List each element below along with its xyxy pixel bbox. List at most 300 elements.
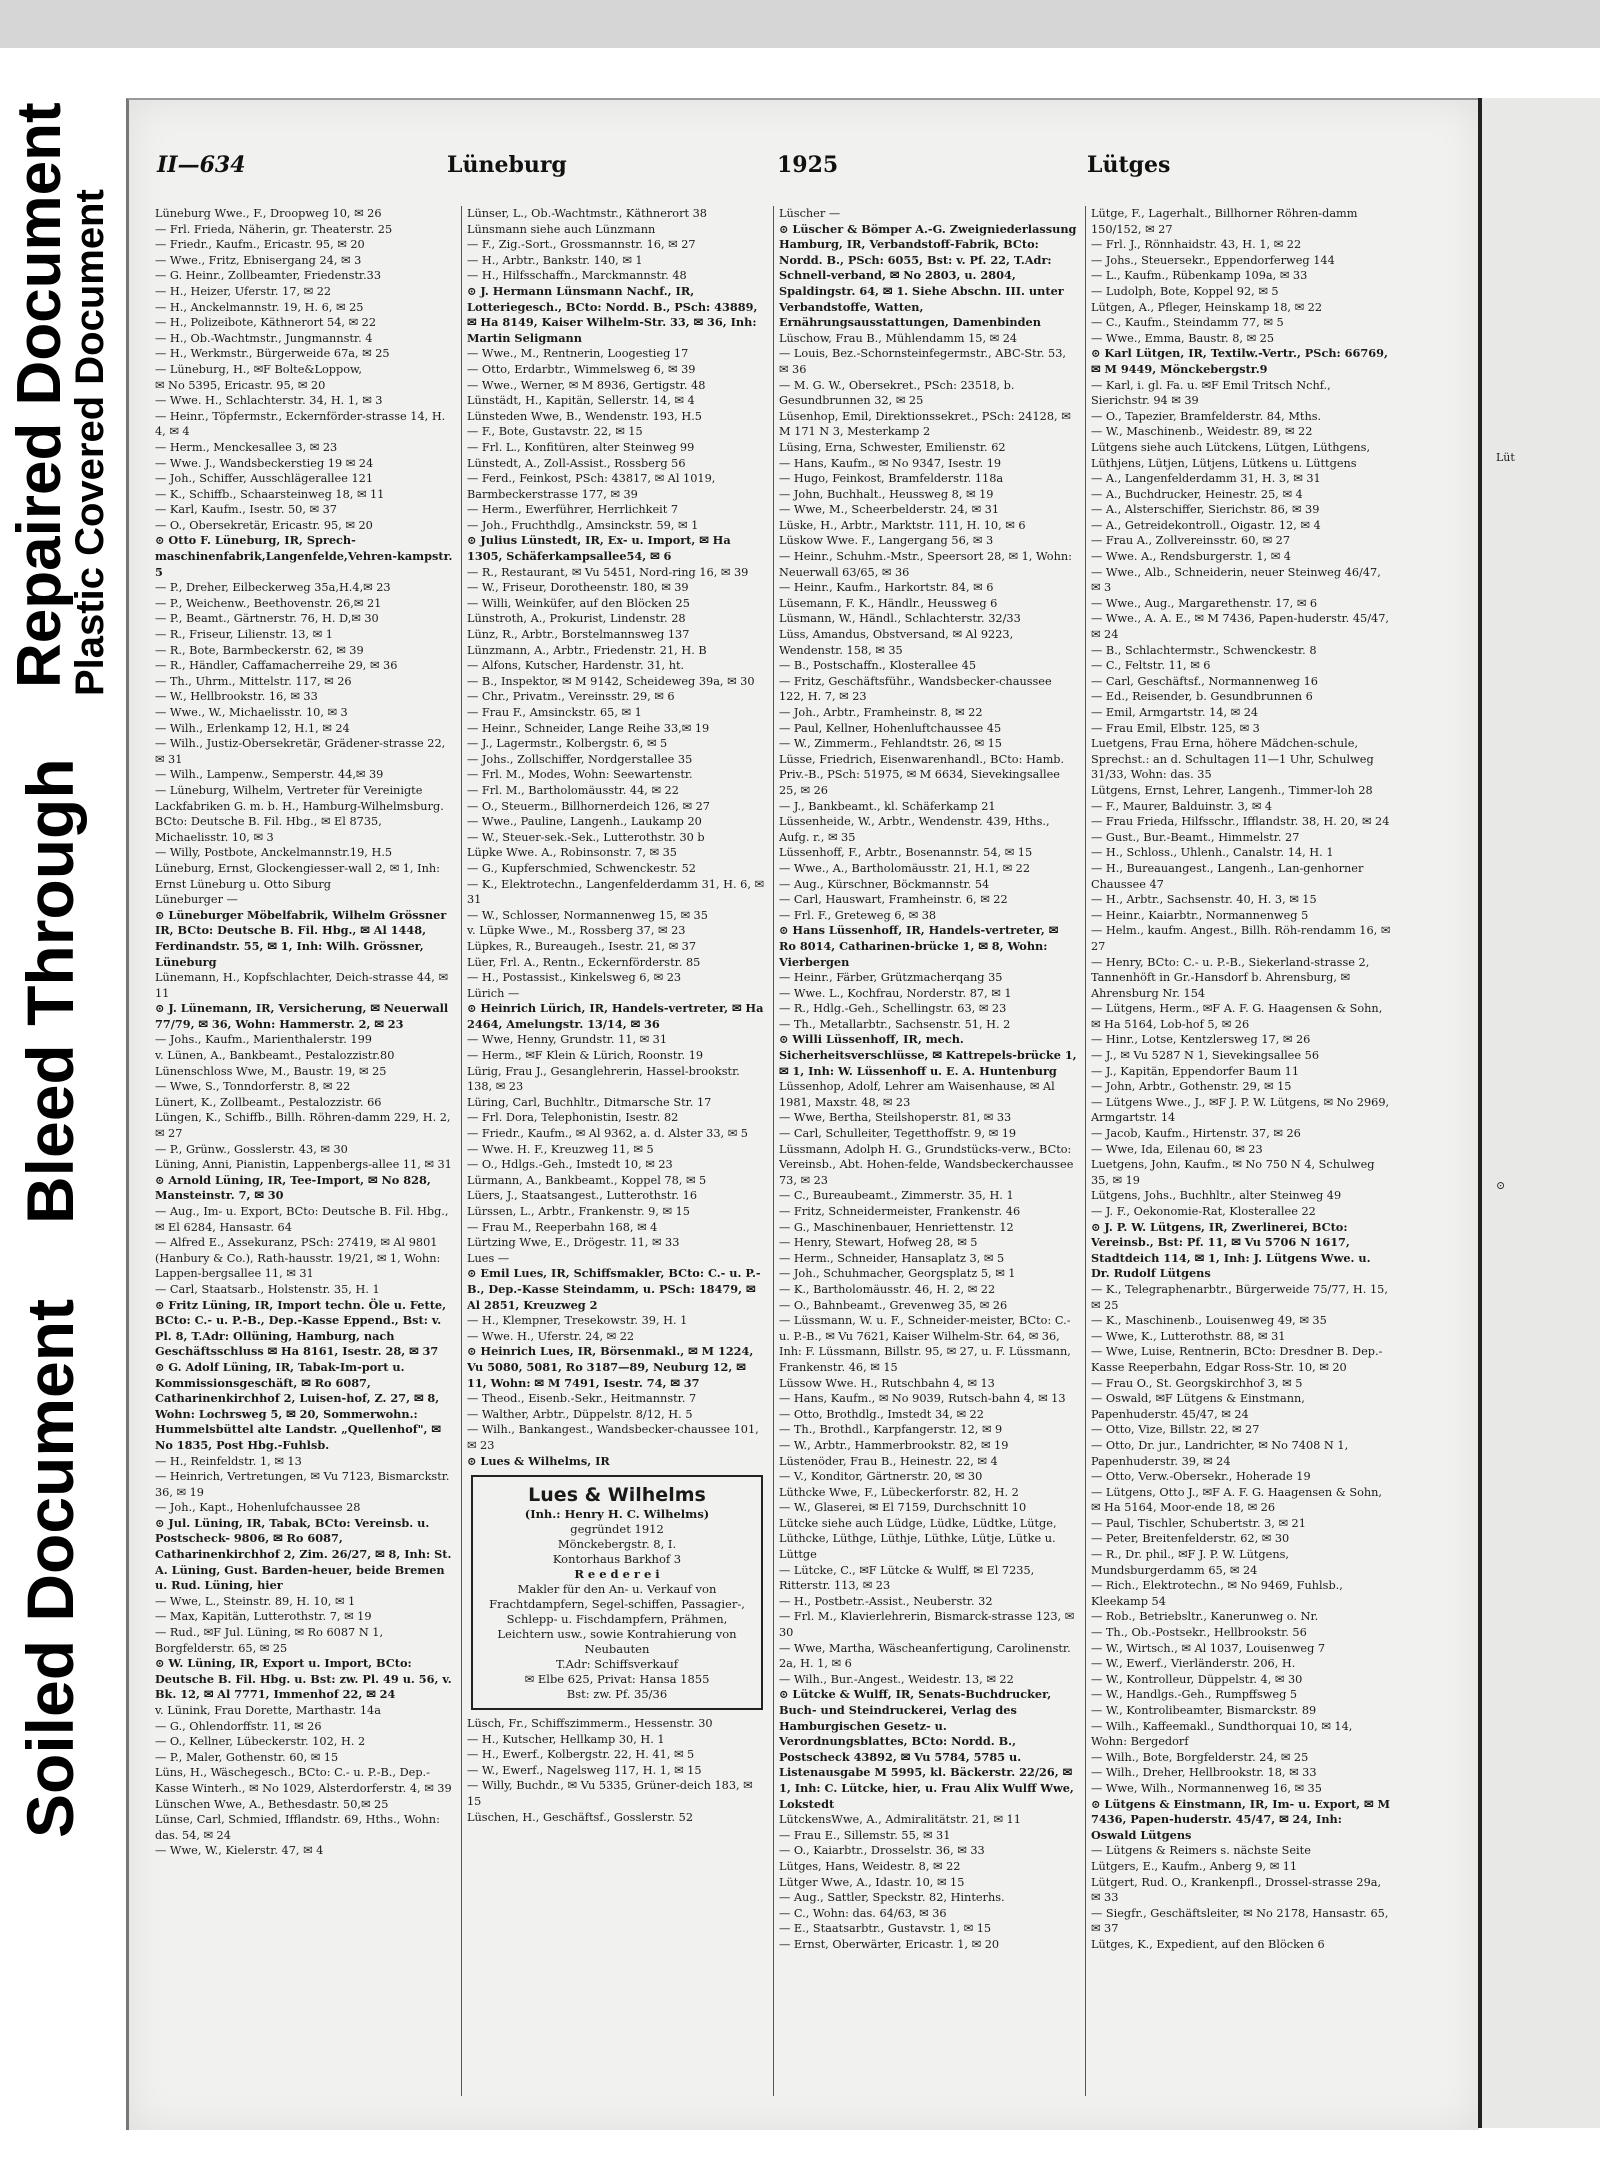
ad-bst: Bst: zw. Pf. 35/36 <box>566 1687 668 1702</box>
directory-entry: — Rich., Elektrotechn., ✉ No 9469, Fuhlsb., Kleekamp 54 <box>1091 1579 1343 1608</box>
label-repaired: Repaired Document <box>5 102 74 688</box>
directory-entry: Lürmann, A., Bankbeamt., Koppel 78, ✉ 5 <box>467 1173 707 1187</box>
directory-entry: — A., Getreidekontroll., Oigastr. 12, ✉ 4 <box>1091 518 1321 532</box>
column-divider <box>1085 206 1086 2096</box>
directory-entry: — Wwe, Wilh., Normannenweg 16, ✉ 35 <box>1091 1781 1322 1795</box>
directory-entry: — Heinr., Kaiarbtr., Normannenweg 5 <box>1091 908 1309 922</box>
directory-entry: — Alfred E., Assekuranz, PSch: 27419, ✉ Al 9801 (Hanbury & Co.), Rath-hausstr. 19/21, ✉ 1, Wohn: Lappen-bergsallee 11, ✉ 31 <box>155 1236 441 1281</box>
directory-entry: — Karl, i. gl. Fa. u. ✉F Emil Tritsch Nchf., Sierichstr. 94 ✉ 39 <box>1091 378 1331 408</box>
directory-entry: — John, Buchhalt., Heussweg 8, ✉ 19 <box>779 487 994 501</box>
directory-entry: — Wwe, L., Steinstr. 89, H. 10, ✉ 1 <box>155 1594 356 1608</box>
directory-entry: — Otto, Brothdlg., Imstedt 34, ✉ 22 <box>779 1407 984 1421</box>
directory-entry: — K., Schiffb., Schaarsteinweg 18, ✉ 11 <box>155 487 385 501</box>
directory-entry: — Fritz, Schneidermeister, Frankenstr. 46 <box>779 1205 1021 1218</box>
directory-entry: Lüsch, Fr., Schiffszimmerm., Hessenstr. 30 <box>467 1717 713 1731</box>
directory-entry: — Lütgens, Herm., ✉F A. F. G. Haagensen & Sohn, ✉ Ha 5164, Lob-hof 5, ✉ 26 <box>1091 1002 1383 1031</box>
directory-entry: — W., Kontrolleur, Düppelstr. 4, ✉ 30 <box>1091 1672 1303 1686</box>
directory-entry: — G., Maschinenbauer, Henriettenstr. 12 <box>779 1220 1014 1234</box>
directory-entry: Lüstenöder, Frau B., Heinestr. 22, ✉ 4 <box>779 1454 998 1468</box>
directory-entry: v. Lüpke Wwe., M., Rossberg 37, ✉ 23 <box>467 924 686 938</box>
directory-entry: ⊙ J. Lünemann, IR, Versicherung, ✉ Neuerwall 77/79, ✉ 36, Wohn: Hammerstr. 2, ✉ 23 <box>155 1001 449 1031</box>
directory-entry: — M. G. W., Obersekret., PSch: 23518, b. Gesundbrunnen 32, ✉ 25 <box>779 378 1015 408</box>
directory-entry: — Wwe. L., Kochfrau, Norderstr. 87, ✉ 1 <box>779 986 1012 1000</box>
directory-entry: — Wwe. A., Rendsburgerstr. 1, ✉ 4 <box>1091 550 1291 564</box>
directory-entry: — G., Kupferschmied, Schwenckestr. 52 <box>467 861 696 875</box>
directory-entry: — Wwe. H. F., Kreuzweg 11, ✉ 5 <box>467 1142 654 1156</box>
directory-entry: Lüss, Amandus, Obstversand, ✉ Al 9223, Wendenstr. 158, ✉ 35 <box>779 628 1014 657</box>
directory-page <box>126 98 1479 2130</box>
directory-entry: — Rud., ✉F Jul. Lüning, ✉ Ro 6087 N 1, Borgfelderstr. 65, ✉ 25 <box>155 1626 384 1655</box>
directory-entry: — Lütcke, C., ✉F Lütcke & Wulff, ✉ El 7235, Ritterstr. 113, ✉ 23 <box>779 1563 1035 1593</box>
ad-telegram: T.Adr: Schiffsverkauf <box>555 1657 679 1672</box>
directory-entry: — O., Steuerm., Billhornerdeich 126, ✉ 27 <box>467 799 710 813</box>
ad-address: Kontorhaus Barkhof 3 <box>552 1552 682 1567</box>
directory-entry: — Herm., Ewerführer, Herrlichkeit 7 <box>467 503 679 517</box>
directory-entry: — Paul, Kellner, Hohenluftchaussee 45 <box>779 721 1002 735</box>
directory-entry: — Wwe., W., Michaelisstr. 10, ✉ 3 <box>155 706 348 719</box>
directory-entry: — Ludolph, Bote, Koppel 92, ✉ 5 <box>1091 284 1279 298</box>
directory-entry: v. Lünink, Frau Dorette, Marthastr. 14a <box>155 1704 381 1717</box>
directory-entry: Lüngen, K., Schiffb., Billh. Röhren-damm 229, H. 2, ✉ 27 <box>155 1111 451 1141</box>
directory-entry: — Hans, Kaufm., ✉ No 9039, Rutsch-bahn 4, ✉ 13 <box>779 1392 1066 1406</box>
directory-entry: — R., Dr. phil., ✉F J. P. W. Lütgens, Mundsburgerdamm 65, ✉ 24 <box>1091 1548 1290 1577</box>
directory-column-1 <box>155 206 455 2096</box>
directory-entry: — H., Ob.-Wachtmstr., Jungmannstr. 4 <box>155 331 373 345</box>
directory-entry: — Wwe, Luise, Rentnerin, BCto: Dresdner B. Dep.-Kasse Reeperbahn, Edgar Ross-Str. 10, ✉ 20 <box>1091 1345 1383 1374</box>
directory-entry: — Herm., Menckesallee 3, ✉ 23 <box>155 440 338 454</box>
directory-entry: — H., Arbtr., Bankstr. 140, ✉ 1 <box>467 253 643 267</box>
directory-entry: — H., Postbetr.-Assist., Neuberstr. 32 <box>779 1594 993 1608</box>
directory-entry: — Oswald, ✉F Lütgens & Einstmann, Papenhuderstr. 45/47, ✉ 24 <box>1091 1392 1305 1421</box>
directory-entry: ⊙ Jul. Lüning, IR, Tabak, BCto: Vereinsb. u. Postscheck- 9806, ✉ Ro 6087, Catharinenkirchhof 2, Zim. 26/27, ✉ 8, Inh: St. A. Lüning, Gust. Barden-heuer, beide Bremen u. Rud. Lüning, hier <box>155 1515 452 1593</box>
directory-entry: — P., Grünw., Gosslerstr. 43, ✉ 30 <box>155 1142 348 1156</box>
directory-entry: — Rob., Betriebsltr., Kanerunweg o. Nr. <box>1091 1610 1319 1624</box>
directory-entry: — Johs., Zollschiffer, Nordgerstallee 35 <box>467 752 693 766</box>
directory-entry: Lünz, R., Arbtr., Borstelmannsweg 137 <box>467 628 690 642</box>
directory-entry: — K., Bartholomäusstr. 46, H. 2, ✉ 22 <box>779 1282 996 1296</box>
directory-entry: — Wwe. J., Wandsbeckerstieg 19 ✉ 24 <box>155 456 374 470</box>
ad-founded: gegründet 1912 <box>570 1522 664 1537</box>
directory-entry: — K., Elektrotechn., Langenfelderdamm 31, H. 6, ✉ 31 <box>467 877 765 907</box>
directory-entry: Lütgens, Ernst, Lehrer, Langenh., Timmer-loh 28 <box>1091 783 1373 797</box>
directory-entry: Lüsemann, F. K., Händlr., Heussweg 6 <box>779 596 998 610</box>
directory-entry: Lünser, L., Ob.-Wachtmstr., Käthnerort 38 <box>467 207 707 220</box>
directory-entry: Lüns, H., Wäschegesch., BCto: C.- u. P.-B., Dep.-Kasse Winterh., ✉ No 1029, Alsterdorferstr. 4, ✉ 39 <box>155 1766 452 1795</box>
directory-entry: — H., Heizer, Uferstr. 17, ✉ 22 <box>155 284 332 298</box>
directory-entry: — Louis, Bez.-Schornsteinfegermstr., ABC-Str. 53, ✉ 36 <box>779 347 1067 376</box>
directory-entry: — W., Ewerf., Vierländerstr. 206, H. <box>1091 1657 1296 1671</box>
directory-entry: — Lütgens Wwe., J., ✉F J. P. W. Lütgens, ✉ No 2969, Armgartstr. 14 <box>1091 1095 1390 1125</box>
directory-entry: ⊙ Emil Lues, IR, Schiffsmakler, BCto: C.- u. P.-B., Dep.-Kasse Steindamm, u. PSch: 18479, ✉ Al 2851, Kreuzweg 2 <box>467 1266 761 1312</box>
directory-entry: — Aug., Sattler, Speckstr. 82, Hinterhs. <box>779 1891 1005 1905</box>
directory-entry: — Aug., Im- u. Export, BCto: Deutsche B. Fil. Hbg., ✉ El 6284, Hansastr. 64 <box>155 1205 449 1234</box>
directory-entry: — F., Maurer, Balduinstr. 3, ✉ 4 <box>1091 799 1273 813</box>
directory-entry: — Carl, Hauswart, Framheinstr. 6, ✉ 22 <box>779 893 1008 907</box>
directory-entry: Lütgens, Johs., Buchhltr., alter Steinweg 49 <box>1091 1189 1342 1203</box>
directory-entry: ⊙ Hans Lüssenhoff, IR, Handels-vertreter, ✉ Ro 8014, Catharinen-brücke 1, ✉ 8, Wohn: Vierbergen <box>779 923 1059 969</box>
directory-entry: — R., Hdlg.-Geh., Schellingstr. 63, ✉ 23 <box>779 1002 1007 1016</box>
directory-entry: — Th., Metallarbtr., Sachsenstr. 51, H. 2 <box>779 1017 1011 1031</box>
directory-entry: — Frl. M., Modes, Wohn: Seewartenstr. <box>467 768 693 782</box>
directory-entry: — F., Zig.-Sort., Grossmannstr. 16, ✉ 27 <box>467 238 696 252</box>
directory-entry: — Hans, Kaufm., ✉ No 9347, Isestr. 19 <box>779 456 1002 470</box>
directory-entry: — John, Arbtr., Gothenstr. 29, ✉ 15 <box>1091 1080 1292 1094</box>
directory-entry: Lünsmann siehe auch Lünzmann <box>467 222 656 236</box>
ad-owner: (Inh.: Henry H. C. Wilhelms) <box>524 1507 710 1522</box>
directory-entry: — W., Handlgs.-Geh., Rumpffsweg 5 <box>1091 1688 1298 1702</box>
directory-entry: — A., Buchdrucker, Heinestr. 25, ✉ 4 <box>1091 487 1303 501</box>
directory-entry: Lütgers, E., Kaufm., Anberg 9, ✉ 11 <box>1091 1859 1298 1873</box>
directory-entry: — Th., Brothdl., Karpfangerstr. 12, ✉ 9 <box>779 1423 1003 1437</box>
directory-entry: — Henry, BCto: C.- u. P.-B., Siekerland-strasse 2, Tannenhöft in Gr.-Hansdorf b. Ahrensburg, ✉ Ahrensburg Nr. 154 <box>1091 955 1370 1000</box>
directory-entry: — Joh., Schuhmacher, Georgsplatz 5, ✉ 1 <box>779 1267 1016 1281</box>
directory-entry: — Friedr., Kaufm., ✉ Al 9362, a. d. Alster 33, ✉ 5 <box>467 1127 748 1141</box>
directory-entry: Lüsmann, W., Händl., Schlachterstr. 32/33 <box>779 612 1021 626</box>
directory-entry: — Wwe, S., Tonndorferstr. 8, ✉ 22 <box>155 1080 351 1094</box>
directory-entry: — W., Kontrolibeamter, Bismarckstr. 89 <box>1091 1704 1317 1717</box>
directory-entry: — J. F., Oekonomie-Rat, Klosterallee 22 <box>1091 1205 1316 1218</box>
directory-entry: — Wilh., Bankangest., Wandsbecker-chaussee 101, ✉ 23 <box>467 1423 759 1452</box>
directory-entry: — P., Dreher, Eilbeckerweg 35a,H.4,✉ 23 <box>155 581 391 595</box>
directory-entry: — A., Alsterschiffer, Sierichstr. 86, ✉ 39 <box>1091 503 1320 517</box>
directory-entry: Lüning, Anni, Pianistin, Lappenbergs-allee 11, ✉ 31 <box>155 1158 452 1172</box>
directory-entry: — Gust., Bur.-Beamt., Himmelstr. 27 <box>1091 830 1300 844</box>
directory-entry: Lünemann, H., Kopfschlachter, Deich-strasse 44, ✉ 11 <box>155 971 448 1000</box>
directory-entry: — Joh., Fruchthdlg., Amsinckstr. 59, ✉ 1 <box>467 518 699 532</box>
directory-entry: Lütges, K., Expedient, auf den Blöcken 6 <box>1091 1937 1325 1951</box>
directory-entry: — H., Werkmstr., Bürgerweide 67a, ✉ 25 <box>155 347 390 361</box>
directory-entry: — W., Friseur, Dorotheenstr. 180, ✉ 39 <box>467 581 689 595</box>
directory-entry: — Wilh., Bote, Borgfelderstr. 24, ✉ 25 <box>1091 1750 1309 1764</box>
directory-entry: — H., Schloss., Uhlenh., Canalstr. 14, H. 1 <box>1091 846 1334 860</box>
directory-entry: Lünse, Carl, Schmied, Ifflandstr. 69, Hths., Wohn: das. 54, ✉ 24 <box>155 1813 440 1842</box>
directory-entry: — R., Bote, Barmbeckerstr. 62, ✉ 39 <box>155 643 364 657</box>
directory-entry: — Otto, Vize, Billstr. 22, ✉ 27 <box>1091 1423 1260 1437</box>
directory-entry: — Frl. M., Klavierlehrerin, Bismarck-strasse 123, ✉ 30 <box>779 1610 1075 1640</box>
directory-entry: Lüneburg, Ernst, Glockengiesser-wall 2, ✉ 1, Inh: Ernst Lüneburg u. Otto Siburg <box>155 861 440 891</box>
directory-entry: Lürtzing Wwe, E., Drögestr. 11, ✉ 33 <box>467 1236 680 1250</box>
directory-entry: Lüsing, Erna, Schwester, Emilienstr. 62 <box>779 440 1006 454</box>
directory-entry: — H., Reinfeldstr. 1, ✉ 13 <box>155 1454 302 1468</box>
directory-entry: — Peter, Breitenfelderstr. 62, ✉ 30 <box>1091 1532 1290 1546</box>
directory-entry: — C., Wohn: das. 64/63, ✉ 36 <box>779 1906 947 1920</box>
directory-entry: Lues — <box>467 1251 510 1265</box>
directory-entry: — Wilh., Lampenw., Semperstr. 44,✉ 39 <box>155 768 384 782</box>
directory-entry: — G., Ohlendorffstr. 11, ✉ 26 <box>155 1719 322 1733</box>
directory-entry: Lüpkes, R., Bureaugeh., Isestr. 21, ✉ 37 <box>467 939 697 953</box>
directory-entry: — R., Friseur, Lilienstr. 13, ✉ 1 <box>155 628 333 642</box>
directory-entry: — Jacob, Kaufm., Hirtenstr. 37, ✉ 26 <box>1091 1127 1301 1141</box>
directory-entry: — R., Händler, Caffamacherreihe 29, ✉ 36 <box>155 659 398 673</box>
directory-entry: Lüpke Wwe. A., Robinsonstr. 7, ✉ 35 <box>467 846 677 860</box>
directory-entry: — H., Hilfsschaffn., Marckmannstr. 48 <box>467 269 687 283</box>
directory-entry: — J., Bankbeamt., kl. Schäferkamp 21 <box>779 799 996 813</box>
directory-entry: — Lüneburg, H., ✉F Bolte&Loppow, <box>155 362 362 376</box>
directory-entry: — L., Kaufm., Rübenkamp 109a, ✉ 33 <box>1091 269 1308 283</box>
directory-entry: — Wwe., M., Rentnerin, Loogestieg 17 <box>467 347 689 361</box>
directory-entry: — C., Feltstr. 11, ✉ 6 <box>1091 659 1211 673</box>
directory-entry: ⊙ Willi Lüssenhoff, IR, mech. Sicherheitsverschlüsse, ✉ Kattrepels-brücke 1, ✉ 1, Inh: W. Lüssenhoff u. E. A. Huntenburg <box>779 1032 1077 1078</box>
directory-entry: — B., Schlachtermstr., Schwenckestr. 8 <box>1091 643 1317 657</box>
directory-entry: Lüskow Wwe. F., Langergang 56, ✉ 3 <box>779 534 994 548</box>
directory-entry: — Alfons, Kutscher, Hardenstr. 31, ht. <box>467 659 685 673</box>
ad-heading: R e e d e r e i <box>574 1567 660 1582</box>
directory-entry: Lüthcke Wwe, F., Lübeckerforstr. 82, H. 2 <box>779 1485 1019 1499</box>
directory-entry: — P., Weichenw., Beethovenstr. 26,✉ 21 <box>155 596 382 610</box>
directory-entry: ✉ No 5395, Ericastr. 95, ✉ 20 <box>155 378 326 392</box>
directory-entry: — Herm., ✉F Klein & Lürich, Roonstr. 19 <box>467 1049 704 1063</box>
directory-entry: — Frau Frieda, Hilfsschr., Ifflandstr. 38, H. 20, ✉ 24 <box>1091 815 1390 829</box>
label-soiled: Soiled Document <box>13 1298 87 1838</box>
directory-entry: Lünstädt, H., Kapitän, Sellerstr. 14, ✉ 4 <box>467 394 695 408</box>
directory-entry: ⊙ Lüneburger Möbelfabrik, Wilhelm Grössner IR, BCto: Deutsche B. Fil. Hbg., ✉ Al 1448, Ferdinandstr. 55, ✉ 1, Inh: Wilh. Grössner, Lüneburg <box>155 907 447 969</box>
adjacent-page-fragment: ⊙ <box>1496 1179 1506 1192</box>
directory-entry: — Lütgens & Reimers s. nächste Seite <box>1091 1844 1311 1858</box>
directory-entry: — W., Zimmerm., Fehlandtstr. 26, ✉ 15 <box>779 737 1002 751</box>
directory-entry: ⊙ Arnold Lüning, IR, Tee-Import, ✉ No 828, Mansteinstr. 7, ✉ 30 <box>155 1172 431 1203</box>
column-divider <box>773 206 774 2096</box>
directory-entry: — W., Steuer-sek.-Sek., Lutterothstr. 30 b <box>467 830 705 844</box>
directory-entry: — H., Anckelmannstr. 19, H. 6, ✉ 25 <box>155 300 364 314</box>
directory-entry: — K., Maschinenb., Louisenweg 49, ✉ 35 <box>1091 1314 1327 1328</box>
directory-entry: — Walther, Arbtr., Düppelstr. 8/12, H. 5 <box>467 1407 693 1421</box>
directory-entry: ⊙ Heinrich Lürich, IR, Handels-vertreter, ✉ Ha 2464, Amelungstr. 13/14, ✉ 36 <box>467 1001 764 1031</box>
directory-entry: — Heinr., Schuhm.-Mstr., Speersort 28, ✉ 1, Wohn: Neuerwall 63/65, ✉ 36 <box>779 550 1072 579</box>
directory-entry: — Lüneburg, Wilhelm, Vertreter für Vereinigte Lackfabriken G. m. b. H., Hamburg-Wilhelmsburg. BCto: Deutsche B. Fil. Hbg., ✉ El 8735, Michaelisstr. 10, ✉ 3 <box>155 783 444 844</box>
directory-entry: Lüers, J., Staatsangest., Lutterothstr. 16 <box>467 1189 698 1203</box>
directory-entry: Lüschen, H., Geschäftsf., Gosslerstr. 52 <box>467 1810 694 1824</box>
directory-entry: — Wilh., Dreher, Hellbrookstr. 18, ✉ 33 <box>1091 1766 1317 1780</box>
directory-entry: — O., Hdlgs.-Geh., Imstedt 10, ✉ 23 <box>467 1158 673 1172</box>
directory-entry: Lütger Wwe, A., Idastr. 10, ✉ 15 <box>779 1875 965 1889</box>
directory-entry: — Wwe., Pauline, Langenh., Laukamp 20 <box>467 815 702 829</box>
directory-entry: — B., Inspektor, ✉ M 9142, Scheideweg 39a, ✉ 30 <box>467 674 755 688</box>
directory-entry: — Friedr., Kaufm., Ericastr. 95, ✉ 20 <box>155 238 365 252</box>
directory-entry: — Otto, Verw.-Obersekr., Hoherade 19 <box>1091 1470 1311 1484</box>
advertisement-box <box>471 1475 763 1710</box>
directory-entry: — Wilh., Kaffeemakl., Sundthorquai 10, ✉ 14, Wohn: Bergedorf <box>1091 1719 1353 1749</box>
directory-entry: — Wilh., Bur.-Angest., Weidestr. 13, ✉ 22 <box>779 1672 1014 1686</box>
directory-entry: Lürich — <box>467 986 520 1000</box>
directory-entry: Lünschen Wwe, A., Bethesdastr. 50,✉ 25 <box>155 1797 389 1811</box>
directory-entry: — P., Maler, Gothenstr. 60, ✉ 15 <box>155 1750 339 1764</box>
directory-entry: Lüssenhoff, F., Arbtr., Bosenannstr. 54, ✉ 15 <box>779 846 1033 860</box>
directory-entry: — Johs., Steuersekr., Eppendorferweg 144 <box>1091 253 1335 267</box>
ad-phone: ✉ Elbe 625, Privat: Hansa 1855 <box>524 1672 710 1687</box>
directory-entry: — W., Wirtsch., ✉ Al 1037, Louisenweg 7 <box>1091 1641 1326 1655</box>
directory-entry: — H., Polizeibote, Käthnerort 54, ✉ 22 <box>155 316 377 330</box>
directory-entry: ⊙ W. Lüning, IR, Export u. Import, BCto: Deutsche B. Fil. Hbg. u. Bst: zw. Pl. 49 u. 56, v. Bk. 12, ✉ Al 7771, Immenhof 22, ✉ 24 <box>155 1656 452 1702</box>
page-header <box>157 152 1247 192</box>
directory-entry: — Frau Emil, Elbstr. 125, ✉ 3 <box>1091 721 1260 735</box>
directory-entry: — Ferd., Feinkost, PSch: 43817, ✉ Al 1019, Barmbeckerstrasse 177, ✉ 39 <box>467 472 716 501</box>
directory-entry: — W., Glaserei, ✉ El 7159, Durchschnitt 10 <box>779 1501 1027 1515</box>
directory-entry: — Frl. F., Greteweg 6, ✉ 38 <box>779 908 937 922</box>
directory-entry: Lünenschloss Wwe, M., Baustr. 19, ✉ 25 <box>155 1064 387 1078</box>
directory-entry: — Carl, Schulleiter, Tegetthoffstr. 9, ✉ 19 <box>779 1127 1017 1141</box>
directory-entry: — Max, Kapitän, Lutterothstr. 7, ✉ 19 <box>155 1610 372 1624</box>
directory-entry: — R., Restaurant, ✉ Vu 5451, Nord-ring 16, ✉ 39 <box>467 565 749 579</box>
directory-entry: Lüske, H., Arbtr., Marktstr. 111, H. 10, ✉ 6 <box>779 518 1026 532</box>
directory-entry: Luetgens, Frau Erna, höhere Mädchen-schule, Sprechst.: an d. Schultagen 11—1 Uhr, Schulweg 31/33, Wohn: das. 35 <box>1091 737 1374 782</box>
directory-entry: — Aug., Kürschner, Böckmannstr. 54 <box>779 877 990 891</box>
directory-entry: — Hugo, Feinkost, Bramfelderstr. 118a <box>779 472 1004 486</box>
directory-entry: Lüring, Carl, Buchhltr., Ditmarsche Str. 17 <box>467 1095 712 1109</box>
directory-entry: — G. Heinr., Zollbeamter, Friedenstr.33 <box>155 269 382 283</box>
directory-entry: Lüneburg Wwe., F., Droopweg 10, ✉ 26 <box>155 207 382 220</box>
directory-entry: Lütgert, Rud. O., Krankenpfl., Drossel-strasse 29a, ✉ 33 <box>1091 1875 1382 1905</box>
directory-entry: — W., Maschinenb., Weidestr. 89, ✉ 22 <box>1091 425 1313 439</box>
directory-entry: — Heinrich, Vertretungen, ✉ Vu 7123, Bismarckstr. 36, ✉ 19 <box>155 1470 450 1499</box>
directory-entry: — Th., Uhrm., Mittelstr. 117, ✉ 26 <box>155 674 352 688</box>
directory-entry: — Chr., Privatm., Vereinsstr. 29, ✉ 6 <box>467 690 675 704</box>
header-year: 1925 <box>777 152 839 178</box>
directory-column-3 <box>779 206 1079 2096</box>
directory-entry: — Wwe., Aug., Margarethenstr. 17, ✉ 6 <box>1091 596 1318 610</box>
directory-entry: — Frau O., St. Georgskirchhof 3, ✉ 5 <box>1091 1376 1303 1390</box>
directory-entry: — Lütgens, Otto J., ✉F A. F. G. Haagensen & Sohn, ✉ Ha 5164, Moor-ende 18, ✉ 26 <box>1091 1485 1383 1515</box>
ad-title: Lues & Wilhelms <box>528 1484 706 1507</box>
directory-entry: ⊙ Lütgens & Einstmann, IR, Im- u. Export, ✉ M 7436, Papen-huderstr. 45/47, ✉ 24, Inh: Oswald Lütgens <box>1091 1796 1390 1842</box>
directory-entry: ⊙ Lues & Wilhelms, IR <box>467 1453 610 1468</box>
directory-columns <box>155 206 1405 2106</box>
directory-entry: — J., Lagermstr., Kolbergstr. 6, ✉ 5 <box>467 737 668 751</box>
directory-entry: — Wwe., Werner, ✉ M 8936, Gertigstr. 48 <box>467 378 706 392</box>
directory-entry: Lüscher — <box>779 207 841 220</box>
directory-entry: — J., Kapitän, Eppendorfer Baum 11 <box>1091 1064 1300 1078</box>
directory-entry: Lüer, Frl. A., Rentn., Eckernförderstr. 85 <box>467 955 701 969</box>
directory-entry: — Willy, Postbote, Anckelmannstr.19, H.5 <box>155 846 393 860</box>
directory-entry: — C., Kaufm., Steindamm 77, ✉ 5 <box>1091 316 1284 330</box>
directory-entry: — Ed., Reisender, b. Gesundbrunnen 6 <box>1091 690 1313 704</box>
directory-entry: — Wwe. H., Uferstr. 24, ✉ 22 <box>467 1329 635 1343</box>
directory-entry: — O., Obersekretär, Ericastr. 95, ✉ 20 <box>155 518 373 532</box>
directory-entry: — Paul, Tischler, Schubertstr. 3, ✉ 21 <box>1091 1516 1306 1530</box>
directory-entry: ⊙ G. Adolf Lüning, IR, Tabak-Im-port u. Kommissionsgeschäft, ✉ Ro 6087, Catharinenkirchhof 2, Luisen-hof, Z. 27, ✉ 8, Wohn: Lochrsweg 5, ✉ 20, Sommerwohn.: Hummelsbüttel alte Landstr. „Quellenhof", ✉ No 1835, Post Hbg.-Fuhlsb. <box>155 1359 441 1452</box>
directory-entry: — H., Postassist., Kinkelsweg 6, ✉ 23 <box>467 971 682 985</box>
directory-entry: — Frl. M., Bartholomäusstr. 44, ✉ 22 <box>467 783 679 797</box>
header-city: Lüneburg <box>447 152 567 178</box>
directory-entry: — V., Konditor, Gärtnerstr. 20, ✉ 30 <box>779 1470 983 1484</box>
directory-entry: Lütge, F., Lagerhalt., Billhorner Röhren-damm 150/152, ✉ 27 <box>1091 207 1358 236</box>
directory-entry: Lürig, Frau J., Gesanglehrerin, Hassel-brookstr. 138, ✉ 23 <box>467 1064 740 1094</box>
directory-entry: — H., Bureauangest., Langenh., Lan-genhorner Chaussee 47 <box>1091 861 1364 891</box>
directory-entry: ⊙ Heinrich Lues, IR, Börsenmakl., ✉ M 1224, Vu 5080, 5081, Ro 3187—89, Neuburg 12, ✉ 11, Wohn: ✉ M 7491, Isestr. 74, ✉ 37 <box>467 1344 754 1390</box>
directory-entry: Lünstedt, A., Zoll-Assist., Rossberg 56 <box>467 456 686 470</box>
directory-entry: Lüsse, Friedrich, Eisenwarenhandl., BCto: Hamb. Priv.-B., PSch: 51975, ✉ M 6634, Sievekingsallee 25, ✉ 26 <box>779 752 1065 797</box>
directory-entry: — Siegfr., Geschäftsleiter, ✉ No 2178, Hansastr. 65, ✉ 37 <box>1091 1906 1389 1936</box>
label-plastic: Plastic Covered Document <box>68 189 112 696</box>
directory-entry: LütckensWwe, A., Admiralitätstr. 21, ✉ 11 <box>779 1813 1021 1827</box>
directory-entry: — Frau F., Amsinckstr. 65, ✉ 1 <box>467 706 642 719</box>
directory-entry: v. Lünen, A., Bankbeamt., Pestalozzistr.80 <box>155 1049 395 1063</box>
directory-entry: — Wwe., A., Bartholomäusstr. 21, H.1, ✉ 22 <box>779 861 1031 875</box>
directory-entry: — Joh., Arbtr., Framheinstr. 8, ✉ 22 <box>779 706 983 719</box>
directory-entry: Lüssenheide, W., Arbtr., Wendenstr. 439, Hths., Aufg. r., ✉ 35 <box>779 815 1050 844</box>
directory-entry: — H., Ewerf., Kolbergstr. 22, H. 41, ✉ 5 <box>467 1748 695 1762</box>
directory-entry: — Fritz, Geschäftsführ., Wandsbecker-chaussee 122, H. 7, ✉ 23 <box>779 674 1052 704</box>
adjacent-page-fragment: Lüt <box>1496 451 1515 464</box>
directory-entry: — Wwe. H., Schlachterstr. 34, H. 1, ✉ 3 <box>155 394 383 408</box>
directory-entry: — Carl, Staatsarb., Holstenstr. 35, H. 1 <box>155 1282 380 1296</box>
directory-entry: — W., Hellbrookstr. 16, ✉ 33 <box>155 690 318 704</box>
directory-entry: — O., Tapezier, Bramfelderstr. 84, Mths. <box>1091 409 1322 423</box>
column-divider <box>461 206 462 2096</box>
directory-entry: — Joh., Kapt., Hohenlufchaussee 28 <box>155 1501 361 1515</box>
directory-entry: Lüschow, Frau B., Mühlendamm 15, ✉ 24 <box>779 331 1018 345</box>
directory-entry: Lüssow Wwe. H., Rutschbahn 4, ✉ 13 <box>779 1376 995 1390</box>
directory-entry: — Wwe, Bertha, Steilshoperstr. 81, ✉ 33 <box>779 1111 1012 1125</box>
directory-entry: — K., Telegraphenarbtr., Bürgerweide 75/77, H. 15, ✉ 25 <box>1091 1282 1388 1312</box>
directory-entry: Lütcke siehe auch Lüdge, Lüdke, Lüdtke, Lütge, Lüthcke, Lüthge, Lüthje, Lüthke, Lütje, Lütke u. Lüttge <box>779 1516 1057 1562</box>
directory-entry: — Heinr., Schneider, Lange Reihe 33,✉ 19 <box>467 721 710 735</box>
directory-entry: Lünert, K., Zollbeamt., Pestalozzistr. 66 <box>155 1095 382 1109</box>
directory-entry: — Hinr., Lotse, Kentzlersweg 17, ✉ 26 <box>1091 1033 1311 1047</box>
directory-entry: — Wilh., Justiz-Obersekretär, Grädener-strasse 22, ✉ 31 <box>155 737 446 766</box>
directory-entry: — Carl, Geschäftsf., Normannenweg 16 <box>1091 674 1318 688</box>
directory-entry: — Frau M., Reeperbahn 168, ✉ 4 <box>467 1220 658 1234</box>
directory-entry: Lürssen, L., Arbtr., Frankenstr. 9, ✉ 15 <box>467 1205 690 1218</box>
directory-entry: — B., Postschaffn., Klosterallee 45 <box>779 659 977 673</box>
directory-entry: — Th., Ob.-Postsekr., Hellbrookstr. 56 <box>1091 1626 1307 1640</box>
directory-entry: Lüneburger — <box>155 893 238 907</box>
directory-entry: — W., Schlosser, Normannenweg 15, ✉ 35 <box>467 908 708 922</box>
directory-entry: — Karl, Kaufm., Isestr. 50, ✉ 37 <box>155 503 337 517</box>
directory-entry: — O., Kellner, Lübeckerstr. 102, H. 2 <box>155 1735 366 1749</box>
directory-entry: — Johs., Kaufm., Marienthalerstr. 199 <box>155 1033 372 1047</box>
directory-entry: — Wwe, M., Scheerbelderstr. 24, ✉ 31 <box>779 503 1000 517</box>
directory-entry: — Theod., Eisenb.-Sekr., Heitmannstr. 7 <box>467 1392 697 1406</box>
directory-entry: — Frl. Frieda, Näherin, gr. Theaterstr. 25 <box>155 222 393 236</box>
directory-entry: — Wwe, K., Lutterothstr. 88, ✉ 31 <box>1091 1329 1286 1343</box>
directory-column-2 <box>467 206 767 2096</box>
directory-entry: — Frau A., Zollvereinsstr. 60, ✉ 27 <box>1091 534 1291 548</box>
directory-entry: — Wwe, W., Kielerstr. 47, ✉ 4 <box>155 1844 324 1858</box>
directory-entry: Lütgens siehe auch Lütckens, Lütgen, Lüthgens, Lüthjens, Lütjen, Lütjens, Lütkens u. Lüttgens <box>1091 440 1371 470</box>
scan-top-border <box>0 0 1600 48</box>
directory-entry: Luetgens, John, Kaufm., ✉ No 750 N 4, Schulweg 35, ✉ 19 <box>1091 1158 1375 1187</box>
directory-entry: — C., Bureaubeamt., Zimmerstr. 35, H. 1 <box>779 1189 1014 1203</box>
ad-address: Mönckebergstr. 8, I. <box>557 1537 677 1552</box>
directory-entry: — H., Klempner, Tresekowstr. 39, H. 1 <box>467 1314 688 1328</box>
directory-entry: ⊙ Julius Lünstedt, IR, Ex- u. Import, ✉ Ha 1305, Schäferkampsallee54, ✉ 6 <box>467 533 731 564</box>
directory-entry: — Frl. Dora, Telephonistin, Isestr. 82 <box>467 1111 679 1125</box>
directory-entry: — Herm., Schneider, Hansaplatz 3, ✉ 5 <box>779 1251 1005 1265</box>
header-name: Lütges <box>1087 152 1171 178</box>
directory-entry: — Wwe, Henny, Grundstr. 11, ✉ 31 <box>467 1033 668 1047</box>
directory-entry: — W., Ewerf., Nagelsweg 117, H. 1, ✉ 15 <box>467 1763 702 1777</box>
directory-entry: — Heinr., Färber, Grützmacherqang 35 <box>779 971 1003 985</box>
directory-entry: — Willy, Buchdr., ✉ Vu 5335, Grüner-deich 183, ✉ 15 <box>467 1779 753 1809</box>
directory-entry: — Joh., Schiffer, Ausschlägerallee 121 <box>155 472 374 486</box>
directory-entry: — H., Arbtr., Sachsenstr. 40, H. 3, ✉ 15 <box>1091 893 1317 907</box>
directory-entry: — Otto, Erdarbtr., Wimmelsweg 6, ✉ 39 <box>467 362 696 376</box>
directory-entry: — Wwe., Alb., Schneiderin, neuer Steinweg 46/47, ✉ 3 <box>1091 565 1381 595</box>
directory-entry: Lüssmann, Adolph H. G., Grundstücks-verw., BCto: Vereinsb., Abt. Hohen-felde, Wandsbeckerchaussee 73, ✉ 23 <box>779 1142 1074 1187</box>
directory-entry: — Heinr., Kaufm., Harkortstr. 84, ✉ 6 <box>779 581 994 595</box>
scan-label-strip <box>0 48 125 2177</box>
directory-entry: Lünstroth, A., Prokurist, Lindenstr. 28 <box>467 612 686 626</box>
directory-entry: — H., Kutscher, Hellkamp 30, H. 1 <box>467 1732 665 1746</box>
directory-entry: — Lüssmann, W. u. F., Schneider-meister, BCto: C.- u. P.-B., ✉ Vu 7621, Kaiser Wilhelm-Str. 64, ✉ 36, Inh: F. Lüssmann, Billstr. 95, ✉ 27, u. F. Lüssmann, Frankenstr. 46, ✉ 15 <box>779 1314 1071 1374</box>
directory-entry: — Wilh., Erlenkamp 12, H.1, ✉ 24 <box>155 721 350 735</box>
directory-entry: ⊙ Karl Lütgen, IR, Textilw.-Vertr., PSch: 66769, ✉ M 9449, Mönckebergstr.9 <box>1091 346 1388 376</box>
directory-entry: — Frl. J., Rönnhaidstr. 43, H. 1, ✉ 22 <box>1091 238 1302 252</box>
directory-entry: Lüssenhop, Adolf, Lehrer am Waisenhause, ✉ Al 1981, Maxstr. 48, ✉ 23 <box>779 1080 1055 1109</box>
directory-column-4 <box>1091 206 1391 2096</box>
directory-entry: Lütges, Hans, Weidestr. 8, ✉ 22 <box>779 1859 961 1873</box>
directory-entry: ⊙ J. P. W. Lütgens, IR, Zwerlinerei, BCto: Vereinsb., Bst: Pf. 11, ✉ Vu 5706 N 1617, Stadtdeich 114, ✉ 1, Inh: J. Lütgens Wwe. u. Dr. Rudolf Lütgens <box>1091 1219 1371 1281</box>
